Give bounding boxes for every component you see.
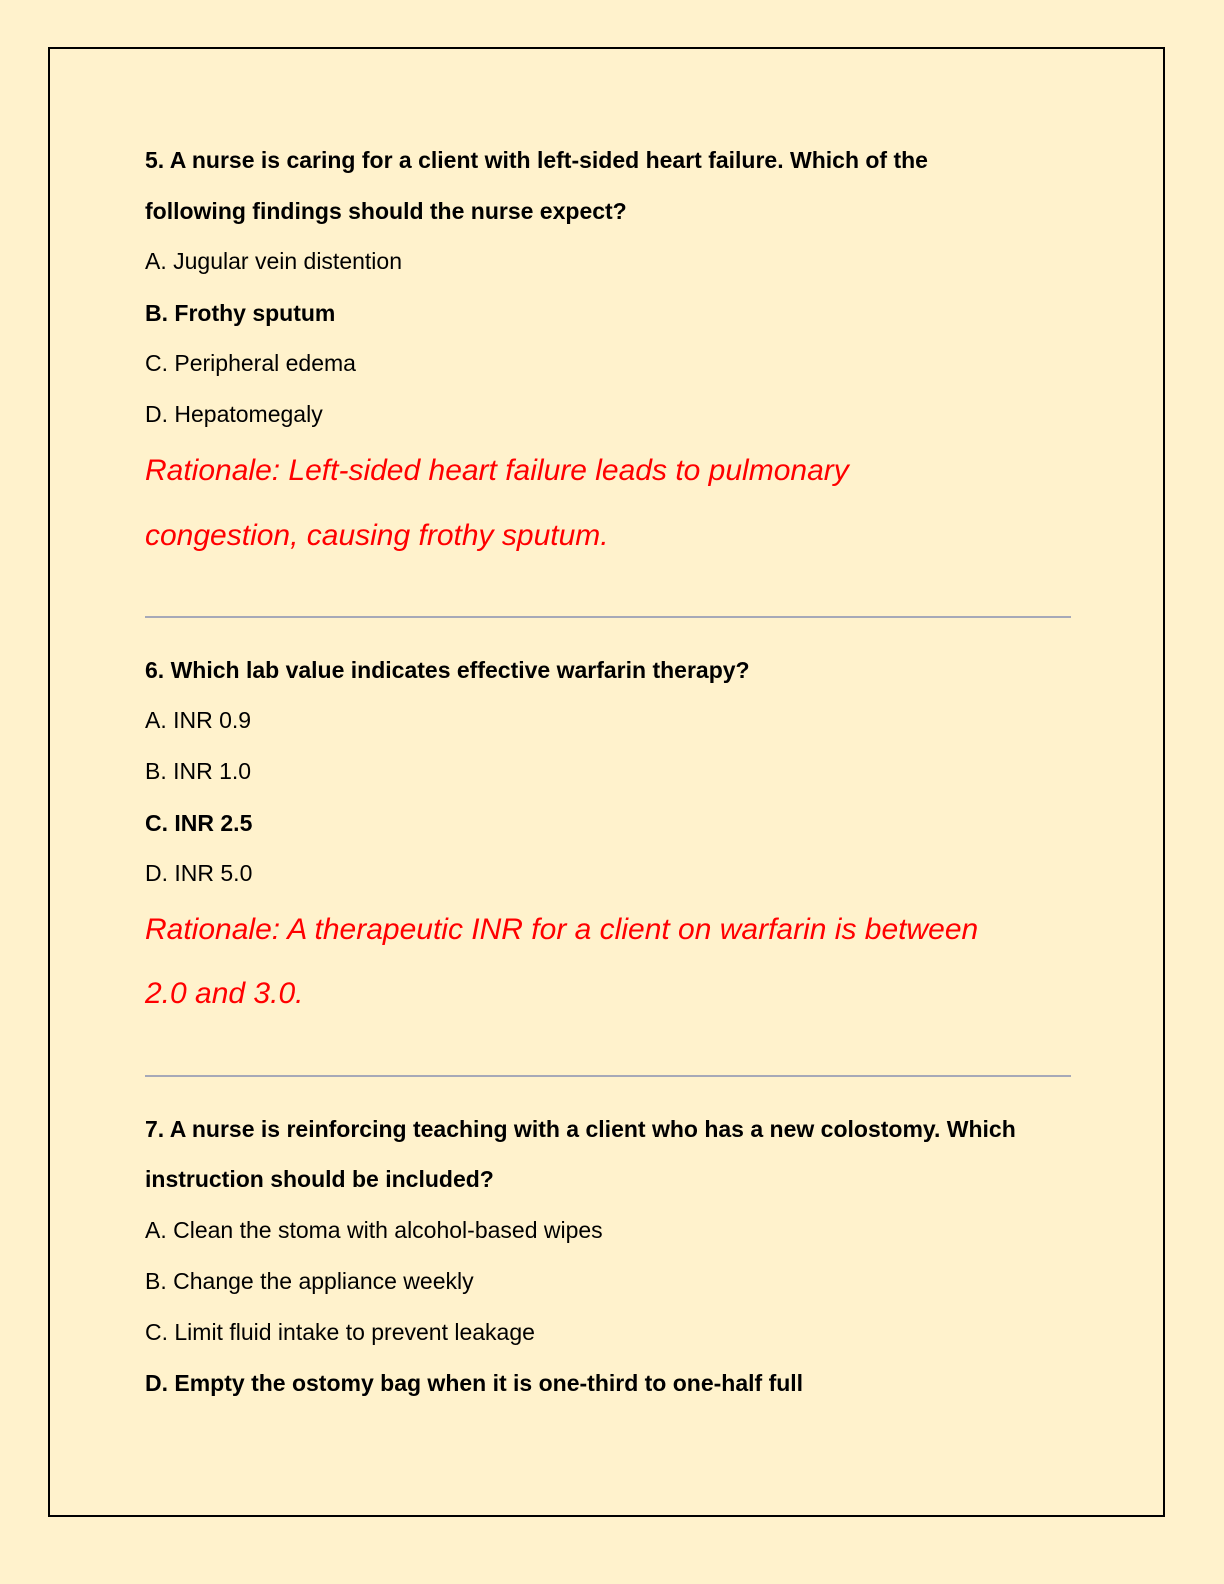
question-6-option-b: B. INR 1.0 [145, 758, 252, 784]
question-5-rationale-line-2: congestion, causing frothy sputum. [145, 519, 609, 552]
question-6-rationale-line-1: Rationale: A therapeutic INR for a client on warfarin is between [145, 913, 979, 946]
question-5-text-cont: following findings should the nurse expect? [145, 198, 627, 224]
question-6-option-d: D. INR 5.0 [145, 860, 253, 886]
question-6-rationale-line-2: 2.0 and 3.0. [145, 977, 304, 1010]
question-7-option-d-correct: D. Empty the ostomy bag when it is one-third to one-half full [145, 1370, 804, 1396]
question-6-option-a: A. INR 0.9 [145, 707, 252, 733]
question-5-option-b-correct: B. Frothy sputum [145, 300, 336, 326]
question-5-option-a: A. Jugular vein distention [145, 248, 402, 274]
question-5-option-c: C. Peripheral edema [145, 350, 356, 376]
question-7-text: 7. A nurse is reinforcing teaching with a client who has a new colostomy. Which [145, 1116, 1016, 1142]
question-5-option-d: D. Hepatomegaly [145, 401, 323, 427]
divider [145, 1075, 1071, 1077]
divider [145, 616, 1071, 618]
question-6-text: 6. Which lab value indicates effective warfarin therapy? [145, 657, 750, 683]
page-border-frame [48, 47, 1165, 1517]
question-7-option-b: B. Change the appliance weekly [145, 1268, 474, 1294]
question-5-text: 5. A nurse is caring for a client with left-sided heart failure. Which of the [145, 147, 928, 173]
question-7-option-a: A. Clean the stoma with alcohol-based wipes [145, 1217, 603, 1243]
question-5-rationale-line-1: Rationale: Left-sided heart failure leads to pulmonary [145, 454, 849, 487]
question-7-option-c: C. Limit fluid intake to prevent leakage [145, 1319, 535, 1345]
question-7-text-cont: instruction should be included? [145, 1166, 494, 1192]
question-6-option-c-correct: C. INR 2.5 [145, 810, 253, 836]
